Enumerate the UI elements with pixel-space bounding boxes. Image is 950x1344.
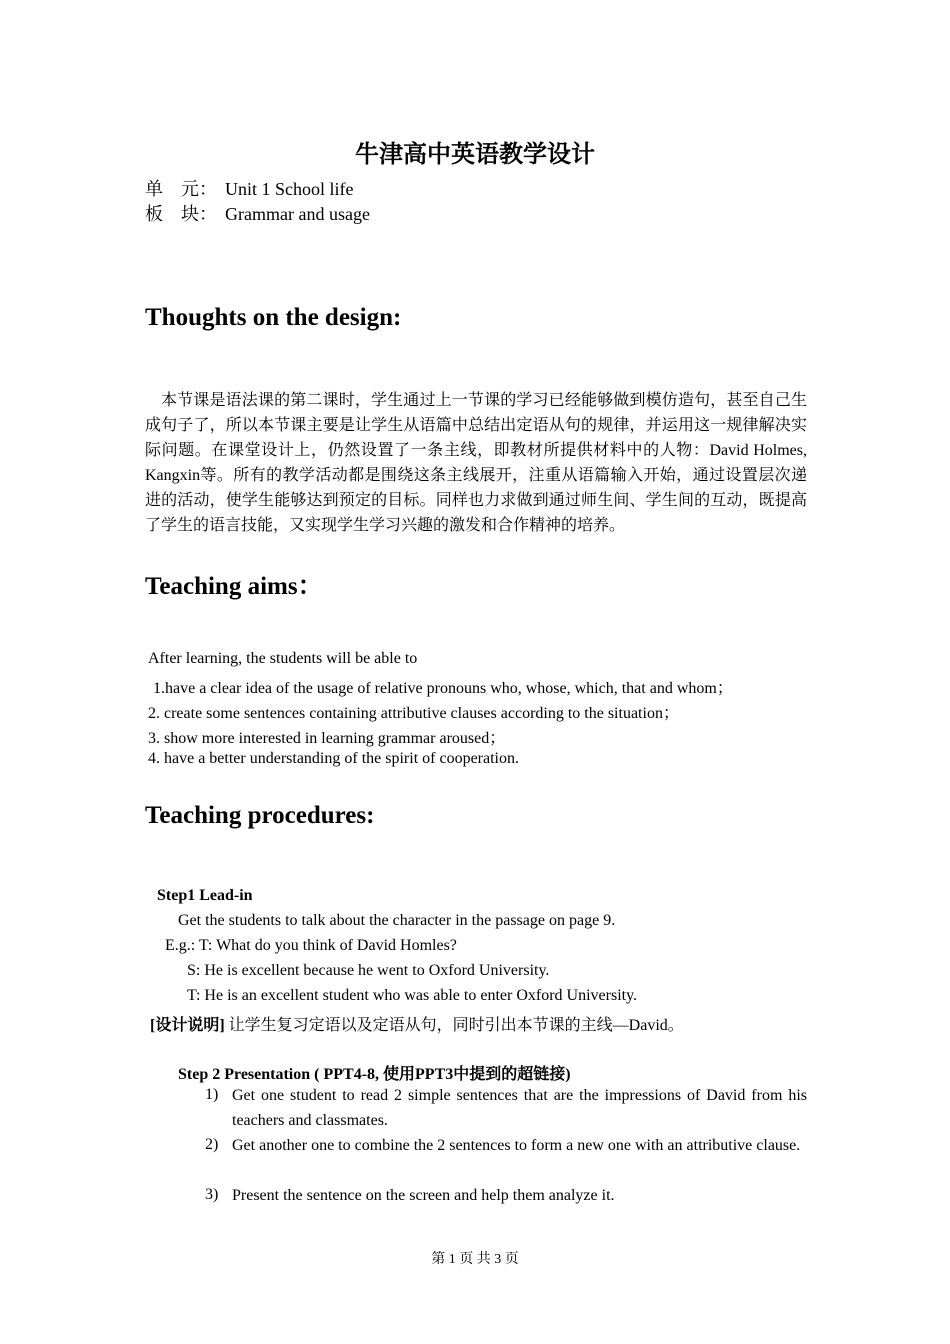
list-item: Present the sentence on the screen and help them analyze it. xyxy=(232,1187,615,1204)
step1-design-note xyxy=(150,1012,684,1035)
list-number: 2) xyxy=(205,1136,219,1153)
thoughts-paragraph: 本节课是语法课的第二课时，学生通过上一节课的学习已经能够做到模仿造句，甚至自己生成句子了，所以本节课主要是让学生从语篇中总结出定语从句的规律，并运用这一规律解决实际问题。在课堂设计上，仍然设置了一条主线，即教材所提供材料中的人物：David Holmes, Kangxin等。所有的教学活动都是围绕这条主线展开，注重从语篇输入开始，通过设置层次递进的活动，使学生能够达到预定的目标。同样也力求做到通过师生间、学生间的互动，既提高了学生的语言技能，又实现学生学习兴趣的激发和合作精神的培养。 xyxy=(145,392,807,534)
section-row xyxy=(145,200,370,226)
unit-label: 单 元： xyxy=(145,179,217,199)
aims-intro: After learning, the students will be able to xyxy=(148,650,418,667)
aims-item: 4. have a better understanding of the spirit of cooperation. xyxy=(148,750,519,767)
unit-row xyxy=(145,175,354,201)
thoughts-heading: Thoughts on the design: xyxy=(145,304,402,331)
step1-example: E.g.: T: What do you think of David Homles? xyxy=(165,937,457,954)
document-title: 牛津高中英语教学设计 xyxy=(355,140,595,168)
step1-teacher-line: T: He is an excellent student who was able to enter Oxford University. xyxy=(187,987,638,1004)
aims-item: 2. create some sentences containing attributive clauses according to the situation； xyxy=(148,705,679,722)
step1-title: Step1 Lead-in xyxy=(157,887,253,904)
section-value: Grammar and usage xyxy=(225,204,370,224)
aims-heading: Teaching aims： xyxy=(145,573,323,600)
page-footer: 第 1 页 共 3 页 xyxy=(431,1252,519,1267)
aims-item: 3. show more interested in learning grammar aroused； xyxy=(148,730,506,747)
section-label: 板 块： xyxy=(145,204,217,224)
design-note-label: [设计说明] xyxy=(150,1017,225,1034)
list-number: 1) xyxy=(205,1086,219,1103)
list-item: Get another one to combine the 2 sentences to form a new one with an attributive clause. xyxy=(232,1137,801,1154)
list-item: Get one student to read 2 simple sentences that are the impressions of David from his teachers and classmates. xyxy=(232,1087,807,1129)
list-number: 3) xyxy=(205,1186,219,1203)
step1-line: Get the students to talk about the character in the passage on page 9. xyxy=(178,912,616,929)
step1-student-line: S: He is excellent because he went to Oxford University. xyxy=(187,962,550,979)
design-note-text: 让学生复习定语以及定语从句，同时引出本节课的主线—David。 xyxy=(224,1017,684,1034)
step2-title: Step 2 Presentation ( PPT4-8, 使用PPT3中提到的超链接) xyxy=(178,1066,571,1083)
aims-item: 1.have a clear idea of the usage of relative pronouns who, whose, which, that and whom； xyxy=(153,680,733,697)
unit-value: Unit 1 School life xyxy=(225,179,354,199)
procedures-heading: Teaching procedures: xyxy=(145,802,375,829)
